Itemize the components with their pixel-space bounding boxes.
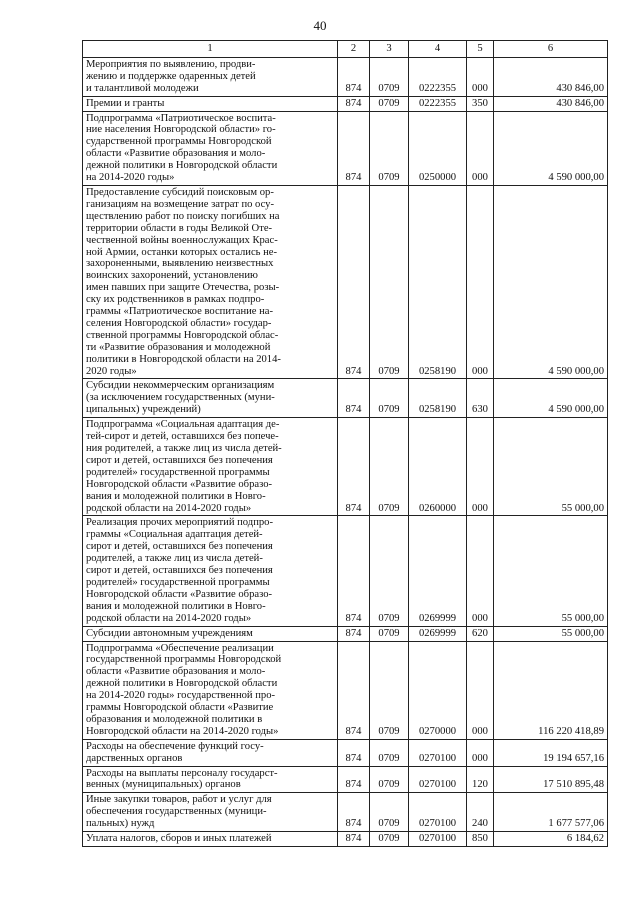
cell-expense-type: 850: [467, 832, 494, 847]
cell-expense-type: 000: [467, 418, 494, 516]
table-row: [83, 418, 608, 516]
description-line: ния родителей, а также лиц из числа детей-: [86, 443, 282, 454]
description-line: ственной программы Новгородской облас-: [86, 329, 279, 341]
description-line: Мероприятия по выявлению, продви-: [86, 58, 256, 70]
table-row: [83, 766, 608, 793]
cell-admin-code: 874: [338, 626, 370, 641]
description-line: вания и молодежной политики в Новго-: [86, 600, 266, 612]
description-line: дежной политики в Новгородской области: [86, 678, 278, 690]
cell-section-code: 0709: [370, 516, 409, 626]
description-line: ципальных) учреждений): [86, 404, 201, 416]
description-line: ние населения Новгородской области» го-: [86, 124, 276, 136]
cell-amount: 19 194 657,16: [494, 739, 608, 766]
description-line: имен павших при защите Отечества, розы-: [86, 282, 280, 294]
cell-target-article: 0250000: [409, 111, 467, 185]
cell-section-code: 0709: [370, 96, 409, 111]
description-line: 2020 годы»: [86, 365, 137, 377]
cell-target-article: 0258190: [409, 379, 467, 418]
description-line: Подпрограмма «Социальная адаптация де-: [86, 419, 280, 431]
table-row: [83, 379, 608, 418]
description-line: Иные закупки товаров, работ и услуг для: [86, 794, 272, 806]
cell-section-code: 0709: [370, 641, 409, 739]
description-line: Новгородской области «Развитие образо-: [86, 588, 273, 600]
description-line: и талантливой молодежи: [86, 82, 199, 94]
description-line: тей-сирот и детей, оставшихся без попече-: [86, 431, 279, 443]
cell-amount: 55 000,00: [494, 516, 608, 626]
table-row: [83, 185, 608, 379]
table-row: [83, 111, 608, 185]
description-line: Подпрограмма «Обеспечение реализации: [86, 642, 274, 654]
description-line: области «Развитие образования и моло-: [86, 148, 266, 160]
cell-amount: 430 846,00: [494, 96, 608, 111]
header-cell-5: 5: [467, 41, 494, 58]
cell-expense-type: 000: [467, 111, 494, 185]
table-row: [83, 832, 608, 847]
cell-amount: 6 184,62: [494, 832, 608, 847]
description-line: жению и поддержке одаренных детей: [86, 70, 256, 82]
cell-expense-type: 000: [467, 185, 494, 379]
cell-target-article: 0270100: [409, 832, 467, 847]
description-line: образования и молодежной политики в: [86, 713, 263, 725]
row-description: [83, 766, 338, 793]
cell-target-article: 0269999: [409, 516, 467, 626]
description-line: ществлению работ по поиску погибших на: [86, 210, 280, 222]
table-row: [83, 641, 608, 739]
description-line: Субсидии некоммерческим организациям: [86, 380, 275, 392]
description-line: родителей, а также лиц из числа детей-: [86, 553, 263, 565]
cell-admin-code: 874: [338, 379, 370, 418]
header-cell-6: 6: [494, 41, 608, 58]
header-cell-1: 1: [83, 41, 338, 58]
cell-admin-code: 874: [338, 739, 370, 766]
description-line: граммы Новгородской области «Развитие: [86, 702, 274, 714]
description-line: дежной политики в Новгородской области: [86, 160, 278, 172]
description-line: пальных) нужд: [86, 818, 155, 830]
description-line: Реализация прочих мероприятий подпро-: [86, 517, 273, 529]
cell-amount: 4 590 000,00: [494, 111, 608, 185]
row-description: [83, 832, 338, 847]
description-line: родской области на 2014-2020 годы»: [86, 612, 252, 624]
description-line: сирот и детей, оставшихся без попечения: [86, 454, 273, 466]
cell-expense-type: 000: [467, 57, 494, 96]
cell-target-article: 0258190: [409, 185, 467, 379]
table-body: [83, 57, 608, 846]
cell-admin-code: 874: [338, 516, 370, 626]
description-line: селения Новгородской области» государ-: [86, 317, 272, 329]
row-description: [83, 516, 338, 626]
cell-section-code: 0709: [370, 626, 409, 641]
description-line: родителей» государственной программы: [86, 466, 270, 478]
description-line: на 2014-2020 годы»: [86, 172, 175, 184]
page-number: 40: [313, 18, 327, 33]
cell-expense-type: 350: [467, 96, 494, 111]
description-line: Подпрограмма «Патриотическое воспита-: [86, 112, 276, 124]
cell-section-code: 0709: [370, 832, 409, 847]
description-line: государственной программы Новгородской: [86, 654, 282, 666]
table-row: [83, 57, 608, 96]
description-line: обеспечения государственных (муници-: [86, 806, 267, 818]
description-line: Новгородской области «Развитие образо-: [86, 478, 273, 490]
cell-target-article: 0222355: [409, 96, 467, 111]
row-description: [83, 379, 338, 418]
row-description: [83, 185, 338, 379]
description-line: области «Развитие образования и моло-: [86, 666, 266, 678]
cell-expense-type: 240: [467, 793, 494, 832]
description-line: родской области на 2014-2020 годы»: [86, 502, 252, 514]
row-description: [83, 57, 338, 96]
description-line: граммы «Социальная адаптация детей-: [86, 529, 263, 541]
description-line: политики в Новгородской области на 2014-: [86, 353, 281, 365]
cell-target-article: 0222355: [409, 57, 467, 96]
description-line: Уплата налогов, сборов и иных платежей: [86, 833, 272, 845]
cell-amount: 55 000,00: [494, 626, 608, 641]
description-line: венных (муниципальных) органов: [86, 779, 241, 791]
table-row: [83, 739, 608, 766]
row-description: [83, 111, 338, 185]
description-line: Расходы на обеспечение функций госу-: [86, 740, 264, 752]
description-line: Предоставление субсидий поисковым ор-: [86, 186, 274, 198]
description-line: на 2014-2020 годы» государственной про-: [86, 690, 276, 702]
cell-expense-type: 000: [467, 739, 494, 766]
description-line: Субсидии автономным учреждениям: [86, 627, 253, 639]
cell-admin-code: 874: [338, 641, 370, 739]
row-description: [83, 793, 338, 832]
cell-amount: 430 846,00: [494, 57, 608, 96]
cell-section-code: 0709: [370, 111, 409, 185]
description-line: сирот и детей, оставшихся без попечения: [86, 565, 273, 577]
header-row: [83, 41, 608, 58]
description-line: Премии и гранты: [86, 97, 165, 109]
cell-target-article: 0270100: [409, 739, 467, 766]
cell-admin-code: 874: [338, 111, 370, 185]
description-line: граммы «Патриотическое воспитание на-: [86, 306, 274, 318]
description-line: дарственных органов: [86, 752, 183, 764]
description-line: (за исключением государственных (муни-: [86, 392, 275, 404]
header-cell-2: 2: [338, 41, 370, 58]
cell-amount: 116 220 418,89: [494, 641, 608, 739]
cell-target-article: 0270100: [409, 793, 467, 832]
cell-expense-type: 630: [467, 379, 494, 418]
cell-section-code: 0709: [370, 793, 409, 832]
row-description: [83, 96, 338, 111]
row-description: [83, 418, 338, 516]
budget-table: [82, 40, 608, 847]
description-line: вания и молодежной политики в Новго-: [86, 490, 266, 502]
cell-section-code: 0709: [370, 739, 409, 766]
cell-expense-type: 000: [467, 641, 494, 739]
table-row: [83, 793, 608, 832]
cell-expense-type: 000: [467, 516, 494, 626]
description-line: территории области в годы Великой Оте-: [86, 222, 273, 234]
cell-amount: 4 590 000,00: [494, 379, 608, 418]
cell-admin-code: 874: [338, 185, 370, 379]
description-line: ганизациям на возмещение затрат по осу-: [86, 198, 275, 210]
cell-amount: 1 677 577,06: [494, 793, 608, 832]
cell-section-code: 0709: [370, 418, 409, 516]
row-description: [83, 626, 338, 641]
description-line: чественной войны военнослужащих Крас-: [86, 234, 278, 246]
cell-amount: 17 510 895,48: [494, 766, 608, 793]
description-line: сирот и детей, оставшихся без попечения: [86, 541, 273, 553]
description-line: ной Армии, останки которых остались не-: [86, 246, 278, 258]
cell-admin-code: 874: [338, 766, 370, 793]
cell-section-code: 0709: [370, 379, 409, 418]
row-description: [83, 641, 338, 739]
cell-target-article: 0270100: [409, 766, 467, 793]
description-line: захороненными, выявлению неизвестных: [86, 258, 274, 270]
cell-admin-code: 874: [338, 96, 370, 111]
header-cell-4: 4: [409, 41, 467, 58]
cell-amount: 4 590 000,00: [494, 185, 608, 379]
cell-admin-code: 874: [338, 832, 370, 847]
header-cell-3: 3: [370, 41, 409, 58]
cell-target-article: 0260000: [409, 418, 467, 516]
cell-section-code: 0709: [370, 185, 409, 379]
cell-admin-code: 874: [338, 57, 370, 96]
description-line: ску их родственников в рамках подпро-: [86, 294, 265, 306]
cell-target-article: 0269999: [409, 626, 467, 641]
table-row: [83, 516, 608, 626]
cell-section-code: 0709: [370, 766, 409, 793]
cell-amount: 55 000,00: [494, 418, 608, 516]
cell-expense-type: 620: [467, 626, 494, 641]
description-line: воинских захоронений, установлению: [86, 270, 258, 282]
description-line: ти «Развитие образования и молодежной: [86, 341, 271, 353]
cell-expense-type: 120: [467, 766, 494, 793]
cell-admin-code: 874: [338, 793, 370, 832]
row-description: [83, 739, 338, 766]
cell-section-code: 0709: [370, 57, 409, 96]
cell-admin-code: 874: [338, 418, 370, 516]
description-line: родителей» государственной программы: [86, 576, 270, 588]
description-line: сударственной программы Новгородской: [86, 136, 272, 148]
table-row: [83, 626, 608, 641]
description-line: Расходы на выплаты персоналу государст-: [86, 767, 278, 779]
table-row: [83, 96, 608, 111]
cell-target-article: 0270000: [409, 641, 467, 739]
description-line: Новгородской области на 2014-2020 годы»: [86, 725, 279, 737]
